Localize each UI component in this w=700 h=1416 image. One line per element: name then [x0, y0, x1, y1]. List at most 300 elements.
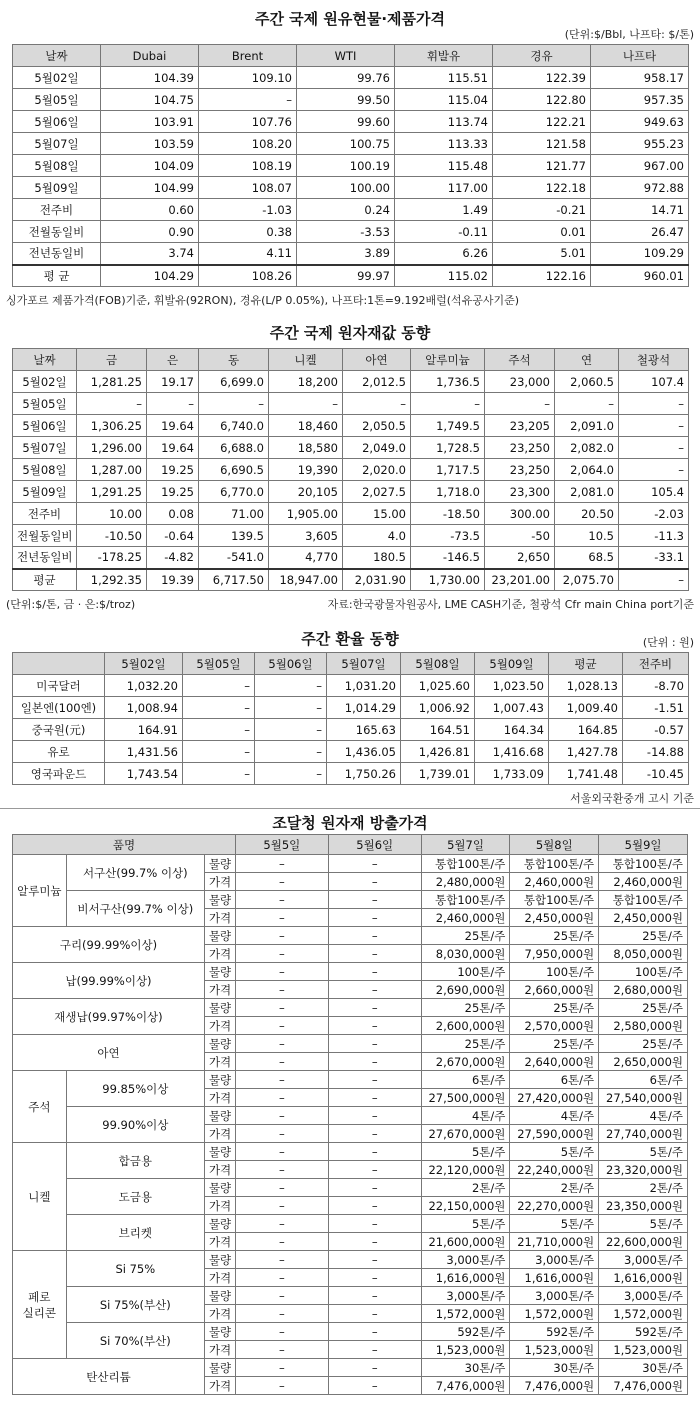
empty-cell: – [328, 1125, 421, 1143]
table-cell: 25톤/주 [599, 999, 688, 1017]
sub-item-name: Si 75% [66, 1251, 204, 1287]
table-cell: 23,250 [485, 459, 555, 481]
table-cell: 967.00 [591, 155, 689, 177]
table-row [13, 1179, 688, 1197]
sub-item-name: 비서구산(99.7% 이상) [66, 891, 204, 927]
table-cell: 2,460,000원 [421, 909, 510, 927]
row-label: 전주비 [13, 199, 101, 221]
empty-cell: – [328, 927, 421, 945]
table-cell: 통합100톤/주 [421, 891, 510, 909]
table-cell: 25톤/주 [599, 1035, 688, 1053]
table-cell: 1,427.78 [549, 741, 623, 763]
table-cell: – [255, 675, 327, 697]
quantity-label: 물량 [204, 891, 235, 909]
quantity-label: 물량 [204, 927, 235, 945]
table-cell: 104.39 [101, 67, 199, 89]
item-group-name: 페로 실리콘 [13, 1251, 67, 1359]
table-cell: 1.49 [395, 199, 493, 221]
oil-unit: (단위:$/Bbl, 나프타: $/톤) [564, 28, 694, 41]
table-cell: 19.17 [147, 371, 199, 393]
table-cell: -73.5 [411, 525, 485, 547]
row-label: 전주비 [13, 503, 77, 525]
table-cell: 1,728.5 [411, 437, 485, 459]
fx-title: 주간 환율 동향 [301, 630, 399, 648]
table-cell: – [555, 393, 619, 415]
table-cell: 100.00 [297, 177, 395, 199]
table-cell: 955.23 [591, 133, 689, 155]
table-cell: 139.5 [199, 525, 269, 547]
table-cell: 4.0 [343, 525, 411, 547]
column-header: 연 [555, 349, 619, 371]
table-cell: – [255, 697, 327, 719]
column-header: 휘발유 [395, 45, 493, 67]
quantity-label: 물량 [204, 999, 235, 1017]
table-cell: 22,150,000원 [421, 1197, 510, 1215]
table-cell: 2,460,000원 [599, 873, 688, 891]
table-cell: – [619, 569, 689, 591]
table-cell: 23,201.00 [485, 569, 555, 591]
table-cell: – [619, 393, 689, 415]
table-cell: 4톤/주 [510, 1107, 599, 1125]
table-cell: 6,690.5 [199, 459, 269, 481]
table-cell: 통합100톤/주 [599, 855, 688, 873]
table-cell: 2,680,000원 [599, 981, 688, 999]
table-cell: 22,120,000원 [421, 1161, 510, 1179]
table-row [13, 1215, 688, 1233]
table-cell: 20,105 [269, 481, 343, 503]
table-cell: 6,688.0 [199, 437, 269, 459]
table-row [13, 547, 689, 569]
table-cell: 25톤/주 [510, 999, 599, 1017]
table-row [13, 155, 689, 177]
table-cell: 1,743.54 [105, 763, 183, 785]
column-header: 5월7일 [421, 835, 510, 855]
table-cell: 104.29 [101, 265, 199, 287]
column-header: 5월06일 [255, 653, 327, 675]
column-header: 5월6일 [328, 835, 421, 855]
table-cell: 1,718.0 [411, 481, 485, 503]
table-cell: 103.59 [101, 133, 199, 155]
empty-cell: – [328, 1305, 421, 1323]
table-cell: 108.26 [199, 265, 297, 287]
table-cell: 3,605 [269, 525, 343, 547]
empty-cell: – [328, 1071, 421, 1089]
column-header: WTI [297, 45, 395, 67]
table-cell: 2,600,000원 [421, 1017, 510, 1035]
quantity-label: 물량 [204, 1143, 235, 1161]
empty-cell: – [328, 1197, 421, 1215]
table-cell: 113.33 [395, 133, 493, 155]
table-cell: -178.25 [77, 547, 147, 569]
price-label: 가격 [204, 945, 235, 963]
price-label: 가격 [204, 1233, 235, 1251]
table-cell: 6.26 [395, 243, 493, 265]
table-cell: 1,616,000원 [599, 1269, 688, 1287]
table-cell: -11.3 [619, 525, 689, 547]
table-cell: 21,710,000원 [510, 1233, 599, 1251]
table-cell: 4톤/주 [599, 1107, 688, 1125]
table-cell: 27,540,000원 [599, 1089, 688, 1107]
table-cell: 1,008.94 [105, 697, 183, 719]
column-header [13, 653, 105, 675]
table-cell: 108.20 [199, 133, 297, 155]
table-cell: 2톤/주 [421, 1179, 510, 1197]
column-header: 알루미늄 [411, 349, 485, 371]
table-cell: – [485, 393, 555, 415]
empty-cell: – [328, 945, 421, 963]
column-header: 품명 [13, 835, 236, 855]
table-cell: 2,650 [485, 547, 555, 569]
table-cell: 2,012.5 [343, 371, 411, 393]
column-header: 평균 [549, 653, 623, 675]
table-cell: 949.63 [591, 111, 689, 133]
column-header: 나프타 [591, 45, 689, 67]
price-label: 가격 [204, 873, 235, 891]
table-cell: 1,572,000원 [421, 1305, 510, 1323]
price-label: 가격 [204, 909, 235, 927]
empty-cell: – [328, 1269, 421, 1287]
table-cell: 27,420,000원 [510, 1089, 599, 1107]
quantity-label: 물량 [204, 1359, 235, 1377]
empty-cell: – [235, 1089, 328, 1107]
price-label: 가격 [204, 1089, 235, 1107]
item-name: 구리(99.99%이상) [13, 927, 205, 963]
empty-cell: – [235, 1197, 328, 1215]
table-cell: 180.5 [343, 547, 411, 569]
quantity-label: 물량 [204, 963, 235, 981]
table-cell: 2,670,000원 [421, 1053, 510, 1071]
table-cell: 115.48 [395, 155, 493, 177]
table-cell: 1,717.5 [411, 459, 485, 481]
table-cell: 3,000톤/주 [599, 1251, 688, 1269]
column-header: 5월9일 [599, 835, 688, 855]
row-label: 유로 [13, 741, 105, 763]
table-cell: 107.76 [199, 111, 297, 133]
quantity-label: 물량 [204, 1107, 235, 1125]
empty-cell: – [235, 1161, 328, 1179]
empty-cell: – [328, 1287, 421, 1305]
table-cell: 25톤/주 [510, 927, 599, 945]
table-row [13, 371, 689, 393]
empty-cell: – [235, 1359, 328, 1377]
table-cell: 1,733.09 [475, 763, 549, 785]
table-cell: 19.25 [147, 481, 199, 503]
column-header: Brent [199, 45, 297, 67]
table-cell: 2,480,000원 [421, 873, 510, 891]
table-row [13, 393, 689, 415]
empty-cell: – [235, 1017, 328, 1035]
table-cell: 1,006.92 [401, 697, 475, 719]
empty-cell: – [328, 855, 421, 873]
table-row [13, 1035, 688, 1053]
table-row [13, 963, 688, 981]
table-cell: 972.88 [591, 177, 689, 199]
table-cell: 27,740,000원 [599, 1125, 688, 1143]
table-cell: 2톤/주 [510, 1179, 599, 1197]
column-header: 철광석 [619, 349, 689, 371]
column-header: 5월09일 [475, 653, 549, 675]
sub-item-name: 브리켓 [66, 1215, 204, 1251]
table-row [13, 855, 688, 873]
table-cell: 121.58 [493, 133, 591, 155]
table-cell: -33.1 [619, 547, 689, 569]
sub-item-name: 99.85%이상 [66, 1071, 204, 1107]
table-row [13, 1143, 688, 1161]
empty-cell: – [235, 891, 328, 909]
table-cell: 100톤/주 [599, 963, 688, 981]
table-cell: 2,091.0 [555, 415, 619, 437]
table-cell: 22,600,000원 [599, 1233, 688, 1251]
empty-cell: – [235, 1323, 328, 1341]
table-cell: – [619, 415, 689, 437]
empty-cell: – [235, 1107, 328, 1125]
row-label: 5월07일 [13, 133, 101, 155]
table-cell: 1,523,000원 [421, 1341, 510, 1359]
table-cell: 592톤/주 [510, 1323, 599, 1341]
quantity-label: 물량 [204, 1179, 235, 1197]
quantity-label: 물량 [204, 855, 235, 873]
table-cell: 6톤/주 [599, 1071, 688, 1089]
price-label: 가격 [204, 1161, 235, 1179]
table-cell: 1,292.35 [77, 569, 147, 591]
table-cell: 23,250 [485, 437, 555, 459]
table-row [13, 763, 689, 785]
table-cell: 3.74 [101, 243, 199, 265]
table-cell: – [183, 675, 255, 697]
metal-title: 주간 국제 원자재값 동향 [269, 324, 431, 342]
table-cell: 121.77 [493, 155, 591, 177]
table-cell: 1,739.01 [401, 763, 475, 785]
table-cell: 18,580 [269, 437, 343, 459]
table-cell: – [183, 719, 255, 741]
table-cell: 8,050,000원 [599, 945, 688, 963]
table-row [13, 525, 689, 547]
table-cell: 71.00 [199, 503, 269, 525]
table-cell: 5톤/주 [421, 1215, 510, 1233]
table-cell: 2,650,000원 [599, 1053, 688, 1071]
empty-cell: – [328, 1251, 421, 1269]
table-cell: 1,572,000원 [599, 1305, 688, 1323]
table-row [13, 697, 689, 719]
table-cell: 15.00 [343, 503, 411, 525]
table-cell: 1,014.29 [327, 697, 401, 719]
table-cell: 19.39 [147, 569, 199, 591]
item-name: 아연 [13, 1035, 205, 1071]
table-cell: 22,270,000원 [510, 1197, 599, 1215]
empty-cell: – [328, 1233, 421, 1251]
item-group-name: 주석 [13, 1071, 67, 1143]
item-name: 재생납(99.97%이상) [13, 999, 205, 1035]
fx-unit: (단위 : 원) [642, 636, 694, 649]
table-row [13, 177, 689, 199]
table-cell: 2톤/주 [599, 1179, 688, 1197]
empty-cell: – [328, 1089, 421, 1107]
empty-cell: – [235, 1053, 328, 1071]
table-cell: 1,025.60 [401, 675, 475, 697]
table-cell: 300.00 [485, 503, 555, 525]
table-cell: 4,770 [269, 547, 343, 569]
table-row [13, 675, 689, 697]
table-cell: 14.71 [591, 199, 689, 221]
table-cell: 99.76 [297, 67, 395, 89]
table-cell: 2,027.5 [343, 481, 411, 503]
table-cell: 99.50 [297, 89, 395, 111]
table-cell: – [255, 763, 327, 785]
column-header: 5월5일 [235, 835, 328, 855]
empty-cell: – [235, 1233, 328, 1251]
table-row [13, 243, 689, 265]
table-row [13, 999, 688, 1017]
table-cell: 7,950,000원 [510, 945, 599, 963]
table-cell: 6톤/주 [510, 1071, 599, 1089]
table-cell: 68.5 [555, 547, 619, 569]
table-row [13, 89, 689, 111]
table-cell: 0.24 [297, 199, 395, 221]
table-cell: – [147, 393, 199, 415]
table-cell: 2,082.0 [555, 437, 619, 459]
table-cell: 104.99 [101, 177, 199, 199]
empty-cell: – [235, 1071, 328, 1089]
empty-cell: – [328, 1377, 421, 1395]
table-cell: 108.07 [199, 177, 297, 199]
empty-cell: – [328, 1035, 421, 1053]
table-cell: 103.91 [101, 111, 199, 133]
table-cell: 115.02 [395, 265, 493, 287]
table-cell: 1,905.00 [269, 503, 343, 525]
table-row [13, 415, 689, 437]
table-cell: -0.11 [395, 221, 493, 243]
empty-cell: – [235, 1377, 328, 1395]
table-cell: 1,306.25 [77, 415, 147, 437]
table-cell: 2,460,000원 [510, 873, 599, 891]
table-cell: 5톤/주 [421, 1143, 510, 1161]
row-label: 평균 [13, 569, 77, 591]
row-label: 전년동일비 [13, 547, 77, 569]
row-label: 미국달러 [13, 675, 105, 697]
empty-cell: – [235, 873, 328, 891]
row-label: 전월동일비 [13, 221, 101, 243]
empty-cell: – [235, 1035, 328, 1053]
table-row [13, 1323, 688, 1341]
row-label: 5월08일 [13, 459, 77, 481]
empty-cell: – [328, 1107, 421, 1125]
row-label: 전년동일비 [13, 243, 101, 265]
metal-unit-note: (단위:$/톤, 금 · 은:$/troz) [6, 598, 136, 611]
table-cell: 1,730.00 [411, 569, 485, 591]
table-cell: 6,717.50 [199, 569, 269, 591]
sub-item-name: 합금용 [66, 1143, 204, 1179]
table-cell: 164.91 [105, 719, 183, 741]
table-cell: 21,600,000원 [421, 1233, 510, 1251]
table-cell: 109.29 [591, 243, 689, 265]
table-cell: 117.00 [395, 177, 493, 199]
table-cell: 1,028.13 [549, 675, 623, 697]
price-label: 가격 [204, 1197, 235, 1215]
empty-cell: – [235, 1251, 328, 1269]
table-cell: 6톤/주 [421, 1071, 510, 1089]
table-cell: -146.5 [411, 547, 485, 569]
table-cell: -541.0 [199, 547, 269, 569]
table-cell: 30톤/주 [510, 1359, 599, 1377]
table-cell: 19,390 [269, 459, 343, 481]
row-label: 5월05일 [13, 393, 77, 415]
price-label: 가격 [204, 981, 235, 999]
table-cell: 3,000톤/주 [599, 1287, 688, 1305]
empty-cell: – [235, 1125, 328, 1143]
item-group-name: 알루미늄 [13, 855, 67, 927]
empty-cell: – [235, 1215, 328, 1233]
column-header: 아연 [343, 349, 411, 371]
price-label: 가격 [204, 1269, 235, 1287]
empty-cell: – [235, 945, 328, 963]
quantity-label: 물량 [204, 1287, 235, 1305]
table-cell: 27,590,000원 [510, 1125, 599, 1143]
table-cell: 1,749.5 [411, 415, 485, 437]
table-cell: 6,699.0 [199, 371, 269, 393]
section-divider [0, 808, 700, 809]
table-cell: -0.64 [147, 525, 199, 547]
table-cell: 22,240,000원 [510, 1161, 599, 1179]
empty-cell: – [235, 999, 328, 1017]
table-cell: 통합100톤/주 [421, 855, 510, 873]
table-cell: 23,300 [485, 481, 555, 503]
oil-title: 주간 국제 원유현물·제품가격 [254, 10, 446, 28]
table-cell: – [269, 393, 343, 415]
table-row [13, 927, 688, 945]
column-header: 동 [199, 349, 269, 371]
table-cell: 122.18 [493, 177, 591, 199]
table-cell: 2,031.90 [343, 569, 411, 591]
table-cell: 25톤/주 [421, 999, 510, 1017]
table-cell: 1,741.48 [549, 763, 623, 785]
table-cell: 2,450,000원 [510, 909, 599, 927]
table-cell: 957.35 [591, 89, 689, 111]
table-row [13, 133, 689, 155]
table-row [13, 1359, 688, 1377]
table-cell: 6,740.0 [199, 415, 269, 437]
table-cell: 1,431.56 [105, 741, 183, 763]
table-cell: 0.01 [493, 221, 591, 243]
table-cell: 115.04 [395, 89, 493, 111]
table-cell: 2,081.0 [555, 481, 619, 503]
table-cell: 26.47 [591, 221, 689, 243]
table-cell: 1,436.05 [327, 741, 401, 763]
table-cell: 0.38 [199, 221, 297, 243]
table-row [13, 459, 689, 481]
table-cell: 30톤/주 [599, 1359, 688, 1377]
table-cell: 1,416.68 [475, 741, 549, 763]
table-cell: 104.09 [101, 155, 199, 177]
column-header: 주석 [485, 349, 555, 371]
table-row [13, 1251, 688, 1269]
table-cell: 27,670,000원 [421, 1125, 510, 1143]
table-cell: 18,947.00 [269, 569, 343, 591]
table-row [13, 199, 689, 221]
table-cell: 23,205 [485, 415, 555, 437]
table-cell: 164.85 [549, 719, 623, 741]
empty-cell: – [235, 981, 328, 999]
table-cell: 18,200 [269, 371, 343, 393]
table-cell: 1,523,000원 [599, 1341, 688, 1359]
table-cell: 105.4 [619, 481, 689, 503]
table-cell: -14.88 [623, 741, 689, 763]
table-cell: 2,450,000원 [599, 909, 688, 927]
table-cell: 164.51 [401, 719, 475, 741]
table-row [13, 891, 688, 909]
empty-cell: – [235, 927, 328, 945]
item-name: 탄산리튬 [13, 1359, 205, 1395]
table-row [13, 481, 689, 503]
